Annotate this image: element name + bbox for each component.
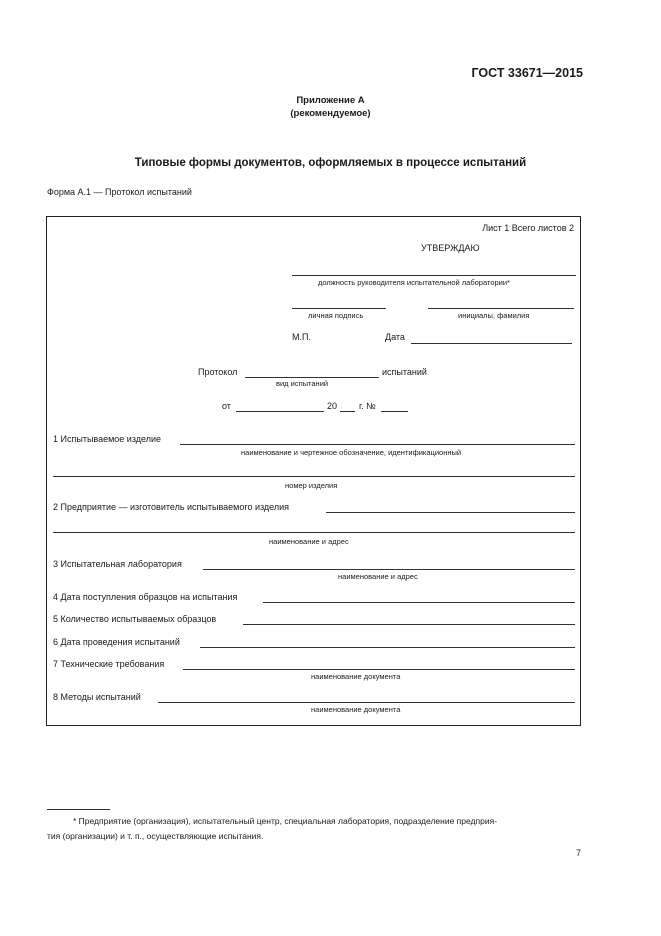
item-7-line[interactable] [183,669,575,670]
item-7-label: 7 Технические требования [53,659,165,669]
item-4-label: 4 Дата поступления образцов на испытания [53,592,238,602]
initials-caption: инициалы, фамилия [458,311,530,320]
item-4-line[interactable] [263,602,575,603]
signature-caption: личная подпись [308,311,364,320]
initials-line[interactable] [428,308,574,309]
item-7-caption: наименование документа [311,672,401,681]
item-3-line[interactable] [203,569,575,570]
item-2-line[interactable] [326,512,575,513]
item-1-line-2[interactable] [53,476,575,477]
footnote-line-1: * Предприятие (организация), испытательный центр, специальная лаборатория, подразделение предприя- [73,816,498,826]
test-type-line[interactable] [245,377,379,378]
protocol-form [46,216,581,726]
item-6-line[interactable] [200,647,575,648]
item-8-label: 8 Методы испытаний [53,692,141,702]
footnote-line-2: тия (организации) и т. п., осуществляющие испытания. [47,831,264,841]
test-type-caption: вид испытаний [276,379,329,388]
appendix-title: Приложение А [296,95,365,106]
item-2-line-2[interactable] [53,532,575,533]
protocol-number-line[interactable] [381,411,408,412]
approve-label: УТВЕРЖДАЮ [421,243,480,253]
item-1-caption-2: номер изделия [285,481,338,490]
protocol-suffix: испытаний [382,367,427,377]
standard-number: ГОСТ 33671—2015 [471,66,583,80]
item-1-caption: наименование и чертежное обозначение, идентификационный [241,448,462,457]
appendix-subtitle: (рекомендуемое) [290,108,371,119]
protocol-date-line[interactable] [236,411,324,412]
item-8-line[interactable] [158,702,575,703]
item-5-label: 5 Количество испытываемых образцов [53,614,217,624]
item-3-caption: наименование и адрес [338,572,418,581]
item-1-label: 1 Испытываемое изделие [53,434,161,444]
signature-line[interactable] [292,308,386,309]
number-label: г. № [359,401,376,411]
stamp-label: М.П. [292,332,311,342]
page-number: 7 [575,848,581,858]
sheet-count: Лист 1 Всего листов 2 [482,223,574,233]
item-2-label: 2 Предприятие — изготовитель испытываемого изделия [53,502,290,512]
form-label: Форма А.1 — Протокол испытаний [47,187,192,197]
section-title: Типовые формы документов, оформляемых в процессе испытаний [134,157,527,169]
protocol-prefix: Протокол [198,367,238,377]
item-5-line[interactable] [243,624,575,625]
approve-date-line[interactable] [411,343,572,344]
item-3-label: 3 Испытательная лаборатория [53,559,182,569]
footnote-rule [47,809,110,810]
year-label: 20 [327,401,338,411]
item-8-caption: наименование документа [311,705,401,714]
position-caption: должность руководителя испытательной лаборатории* [318,278,510,287]
date-from-label: от [222,401,231,411]
item-1-line[interactable] [180,444,575,445]
item-6-label: 6 Дата проведения испытаний [53,637,180,647]
date-label: Дата [385,332,405,342]
item-2-caption: наименование и адрес [269,537,349,546]
position-line[interactable] [292,275,576,276]
year-line[interactable] [340,411,355,412]
